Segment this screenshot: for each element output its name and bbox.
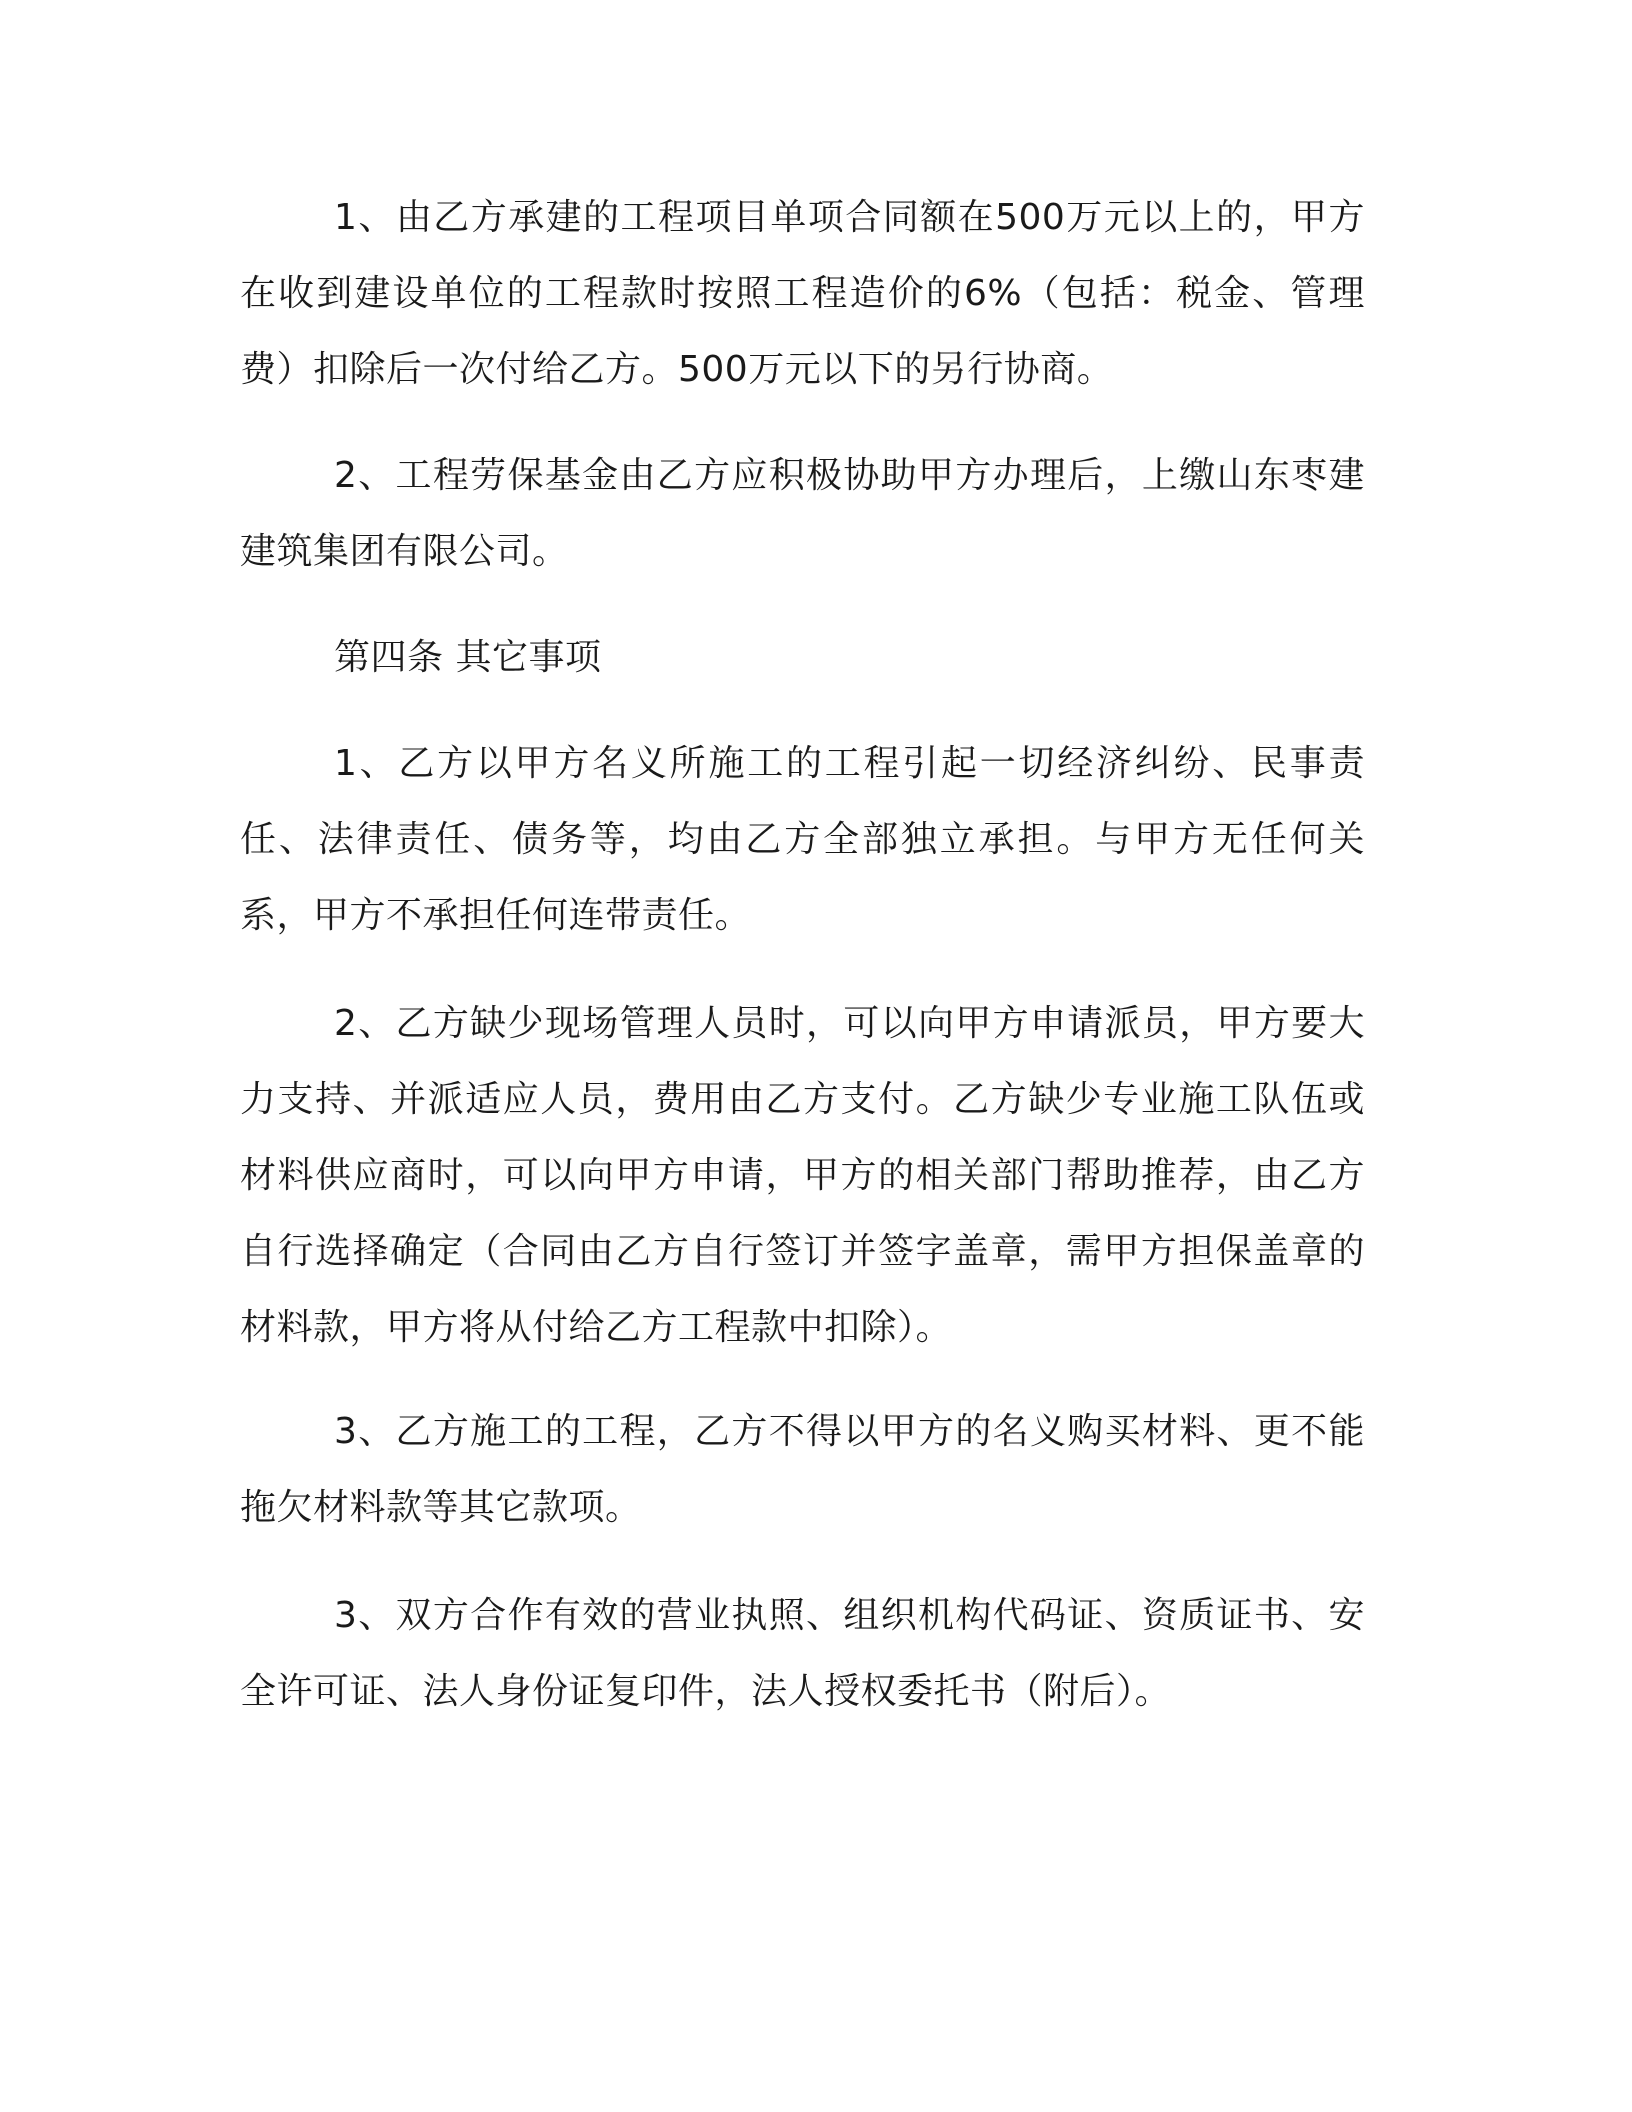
section-item-liability: 1、乙方以甲方名义所施工的工程引起一切经济纠纷、民事责任、法律责任、债务等，均由乙方全部独立承担。与甲方无任何关系，甲方不承担任何连带责任。: [240, 743, 1365, 936]
section-item-staffing-support: 2、乙方缺少现场管理人员时，可以向甲方申请派员，甲方要大力支持、并派适应人员，费用由乙方支付。乙方缺少专业施工队伍或材料供应商时，可以向甲方申请，甲方的相关部门帮助推荐，由乙方自行选择确定（合同由乙方自行签订并签字盖章，需甲方担保盖章的材料款，甲方将从付给乙方工程款中扣除）。: [240, 1003, 1365, 1348]
section-item-certificates: 3、双方合作有效的营业执照、组织机构代码证、资质证书、安全许可证、法人身份证复印件，法人授权委托书（附后）。: [240, 1595, 1365, 1712]
section-item-material-purchase: 3、乙方施工的工程，乙方不得以甲方的名义购买材料、更不能拖欠材料款等其它款项。: [240, 1411, 1365, 1528]
section-heading: 第四条 其它事项: [334, 637, 602, 678]
paragraph-payment-terms: 1、由乙方承建的工程项目单项合同额在500万元以上的，甲方在收到建设单位的工程款时按照工程造价的6%（包括：税金、管理费）扣除后一次付给乙方。500万元以下的另行协商。: [240, 197, 1365, 390]
paragraph-labor-insurance-fund: 2、工程劳保基金由乙方应积极协助甲方办理后，上缴山东枣建建筑集团有限公司。: [240, 455, 1365, 572]
